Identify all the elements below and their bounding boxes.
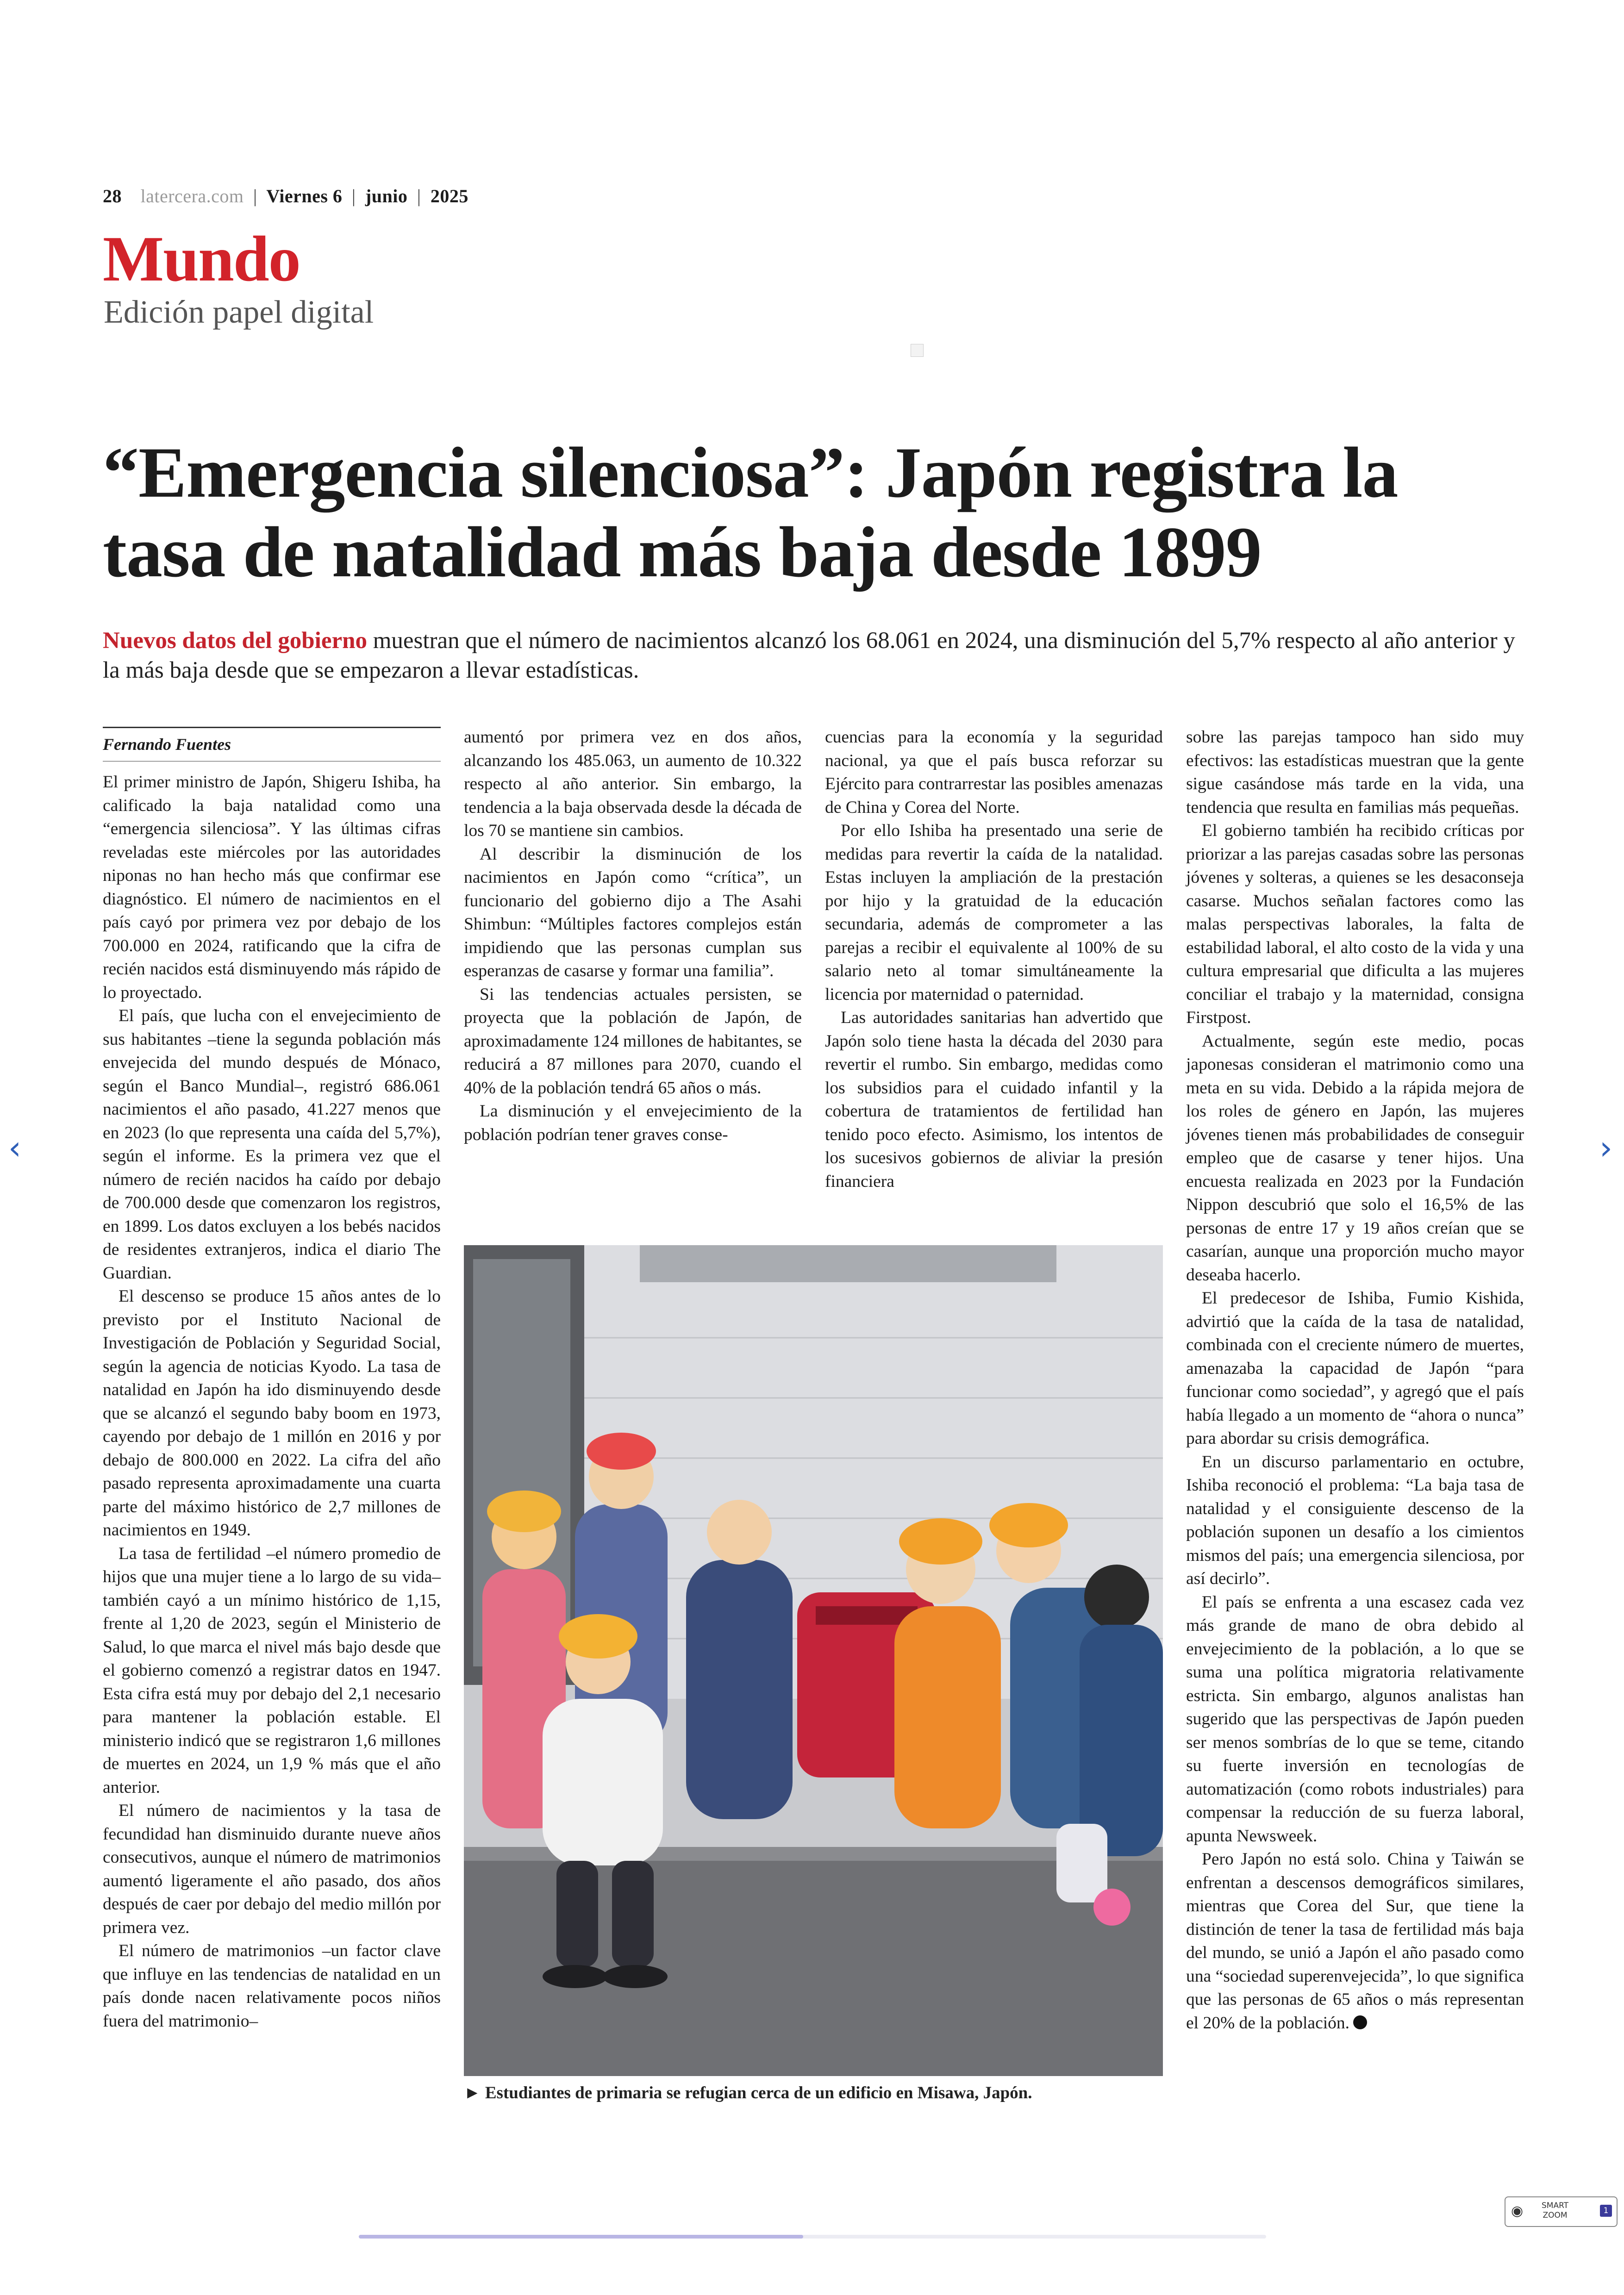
paragraph: Las autoridades sanitarias han advertido que Japón solo tiene hasta la década del 2030 para revertir el rumbo. Sin embargo, medidas como los subsidios para el cuidado infantil y la cobertura de tratamientos de fertilidad han tenido poco efecto. Asimismo, los intentos de los sucesivos gobiernos de aliviar la presión financiera [825,1008,1163,1191]
smart-zoom-button[interactable] [1505,2196,1618,2227]
page-folio [103,185,468,207]
page-count-badge: 1 [1600,2205,1612,2217]
paragraph: La disminución y el envejecimiento de la población podrían tener graves conse- [464,1102,802,1144]
paragraph: El gobierno también ha recibido críticas por priorizar a las parejas casadas sobre las personas jóvenes y solteras, a quienes se les desaconseja casarse. Muchos señalan factores como las malas perspectivas laborales, la falta de estabilidad laboral, el alto costo de la vida y una cultura empresarial que dificulta a las mujeres conciliar el trabajo y la maternidad, consigna Firstpost. [1186,821,1524,1027]
byline: Fernando Fuentes [103,727,441,754]
paragraph-last [1186,1848,1524,2035]
paragraph: cuencias para la economía y la seguridad nacional, ya que el país busca reforzar su Ejército para contrarrestar las posibles amenazas de China y Corea del Norte. [825,728,1163,817]
eye-icon: ◉ [1511,2203,1524,2219]
edition-subtitle: Edición papel digital [104,294,374,330]
students-photo-illustration [464,1245,1163,2076]
paragraph: Por ello Ishiba ha presentado una serie de medidas para revertir la caída de la natalidad. Estas incluyen la ampliación de la prestación por hijo y la gratuidad de la educación secundaria, además de comprometer a las parejas a recibir el equivalente al 100% de su salario neto al tomar simultáneamente la licencia por maternidad o paternidad. [825,821,1163,1004]
paragraph: Actualmente, según este medio, pocas japonesas consideran el matrimonio como una meta en su vida. Debido a la rápida mejora de los roles de género en Japón, las mujeres jóvenes tienen más probabilidades de conseguir empleo que de casarse y tener hijos. Una encuesta realizada en 2023 por la Fundación Nippon descubrió que solo el 16,5% de las personas de entre 17 y 19 años creían que se casarían, aunque una proporción mucho mayor deseaba hacerlo. [1186,1031,1524,1285]
paragraph: La tasa de fertilidad –el número promedio de hijos que una mujer tiene a lo largo de su vida– también cayó a un mínimo histórico de 1,15, frente al 1,20 de 2023, según el Ministerio de Salud, lo que marca el nivel más bajo desde que el gobierno comenzó a registrar datos en 1947. Esta cifra está muy por debajo del 2,1 necesario para mantener la población estable. El ministerio indicó que se registraron 1,6 millones de muertes en 2024, un 1,9 % más que el año anterior. [103,1544,441,1797]
paragraph: El descenso se produce 15 años antes de lo previsto por el Instituto Nacional de Investigación de Población y Seguridad Social, según la agencia de noticias Kyodo. La tasa de natalidad en Japón ha ido disminuyendo desde que se alcanzó el segundo baby boom en 1973, cayendo por debajo de 1 millón en 2016 y por debajo de 800.000 en 2022. La cifra del año pasado representa aproximadamente una cuarta parte del máximo histórico de 2,7 millones de nacimientos en 1949. [103,1287,441,1540]
paragraph: El primer ministro de Japón, Shigeru Ishiba, ha calificado la baja natalidad como una “emergencia silenciosa”. Y las últimas cifras reveladas este miércoles por las autoridades niponas no han hecho más que confirmar ese diagnóstico. El número de nacimientos en el país cayó por primera vez por debajo de los 700.000 en 2024, ratificando que la cifra de recién nacidos está disminuyendo más rápido de lo proyectado. [103,773,441,1002]
paragraph: Si las tendencias actuales persisten, se proyecta que la población de Japón, de aproximadamente 124 millones de habitantes, se reducirá a 87 millones para 2070, cuando el 40% de la población tendrá 65 años o más. [464,985,802,1098]
paragraph: El número de nacimientos y la tasa de fecundidad han disminuido durante nueve años consecutivos, aunque el número de matrimonios aumentó ligeramente el año pasado, dos años después de caer por debajo del medio millón por primera vez. [103,1801,441,1937]
article-column-2 [464,726,802,1147]
folio-day: Viernes 6 [266,186,343,206]
folio-month: junio [365,186,408,206]
paragraph: El país se enfrenta a una escasez cada vez más grande de mano de obra debido al envejecimiento de la población, a lo que se suma una política migratoria relativamente estricta. Sin embargo, algunos analistas han sugerido que las perspectivas de Japón pueden ser menos sombrías de lo que se teme, citando su fuerte inversión en tecnologías de automatización (como robots industriales) para compensar la reducción de su fuerza laboral, apunta Newsweek. [1186,1592,1524,1846]
article-column-4 [1186,726,1524,2035]
folio-year: 2025 [430,186,468,206]
article-column-3 [825,726,1163,1193]
site-name: latercera.com [140,186,244,206]
horizontal-scrollbar[interactable] [359,2235,1266,2239]
paragraph: aumentó por primera vez en dos años, alcanzando los 485.063, un aumento de 10.322 respecto al año anterior. Sin embargo, la tendencia a la baja observada desde la década de los 70 se mantiene sin cambios. [464,728,802,840]
page-number: 28 [103,186,122,206]
paragraph: El país, que lucha con el envejecimiento de sus habitantes –tiene la segunda población más envejecida del mundo después de Mónaco, según el Banco Mundial–, registró 686.061 nacimientos el año pasado, 41.227 menos que en 2023 (lo que representa una caída del 5,7%), según el informe. Es la primera vez que el número de recién nacidos ha caído por debajo de 700.000 desde que comenzaron los registros, en 1899. Los datos excluyen a los bebés nacidos de residentes extranjeros, indica el diario The Guardian. [103,1006,441,1283]
next-page-icon[interactable]: › [1599,1129,1612,1167]
paragraph: sobre las parejas tampoco han sido muy efectivos: las estadísticas muestran que la gente sigue casándose más tarde en la vida, una tendencia que resulta en familias más pequeñas. [1186,728,1524,817]
end-of-article-icon [1353,2015,1367,2029]
photo-caption: ► Estudiantes de primaria se refugian cerca de un edificio en Misawa, Japón. [464,2083,1032,2102]
folio-separator: | [253,186,257,206]
article-photo [464,1245,1163,2076]
smart-zoom-label: SMART ZOOM [1542,2201,1569,2220]
small-image-placeholder [911,344,924,357]
scrollbar-thumb[interactable] [359,2235,803,2239]
article-column-1 [103,771,441,2033]
paragraph: Al describir la disminución de los nacimientos en Japón como “crítica”, un funcionario del gobierno dijo a The Asahi Shimbun: “Múltiples factores complejos están impidiendo que las personas cumplan sus esperanzas de casarse y formar una familia”. [464,844,802,980]
section-title: Mundo [103,223,300,295]
paragraph: El predecesor de Ishiba, Fumio Kishida, advirtió que la caída de la tasa de natalidad, combinada con el creciente número de muertes, amenazaba la capacidad de Japón “para funcionar como sociedad”, y agregó que el país había llegado a un momento de “ahora o nunca” para abordar su crisis demográfica. [1186,1289,1524,1448]
deck-text: muestran que el número de nacimientos alcanzó los 68.061 en 2024, una disminución del 5,7% respecto al año anterior y la más baja desde que se empezaron a llevar estadísticas. [103,628,1515,683]
folio-separator: | [417,186,421,206]
article-headline: “Emergencia silenciosa”: Japón registra la tasa de natalidad más baja desde 1899 [103,432,1398,592]
deck-lead: Nuevos datos del gobierno [103,628,367,654]
previous-page-icon[interactable]: ‹ [8,1129,21,1167]
paragraph-text: Pero Japón no está solo. China y Taiwán se enfrentan a descensos demográficos similares, mientras que Corea del Sur, que tiene la distinción de tener la tasa de fertilidad más baja del mundo, se unió a Japón el año pasado como una “sociedad superenvejecida”, lo que significa que las personas de 65 años o más representan el 20% de la población. [1186,1850,1524,2033]
paragraph: El número de matrimonios –un factor clave que influye en las tendencias de natalidad en un país donde nacen relativamente pocos niños fuera del matrimonio– [103,1941,441,2031]
folio-separator: | [351,186,356,206]
article-deck [103,626,1538,685]
paragraph: En un discurso parlamentario en octubre, Ishiba reconoció el problema: “La baja tasa de natalidad y el consiguiente descenso de la población suponen un desafío a los cimientos mismos del país; una emergencia silenciosa, por así decirlo”. [1186,1452,1524,1588]
